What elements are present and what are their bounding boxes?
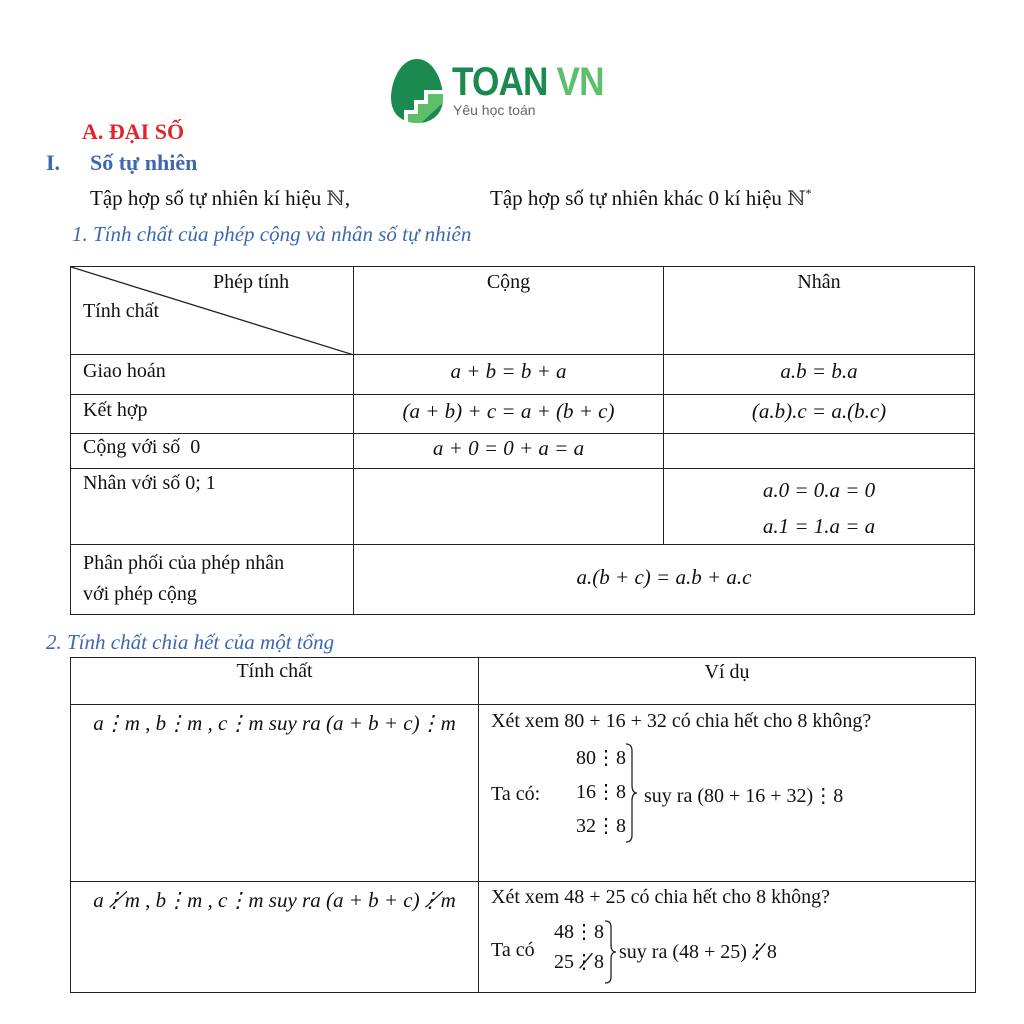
subsection-1-title: 1. Tính chất của phép cộng và nhân số tự nhiên — [72, 222, 472, 246]
example-items: 80⋮8 16⋮8 32⋮8 — [576, 747, 626, 837]
properties-table — [70, 266, 975, 615]
header-example: Ví dụ — [478, 657, 976, 704]
divisibility-property: a⋮m , b⋮m , c⋮m suy ra (a + b + c)⋮m — [70, 704, 478, 881]
table-row-property: Giao hoán — [70, 354, 353, 394]
example-items: 48⋮8 25⋮̸8 — [554, 921, 604, 973]
egg-stairs-logo-icon — [390, 58, 444, 124]
table-row-property: Nhân với số 0; 1 — [70, 468, 353, 544]
divisibility-table — [70, 657, 976, 993]
example-question: Xét xem 80 + 16 + 32 có chia hết cho 8 không? — [491, 710, 872, 732]
example-question: Xét xem 48 + 25 có chia hết cho 8 không? — [491, 886, 830, 908]
section-i-title: Số tự nhiên — [90, 150, 198, 175]
subsection-2-title: 2. Tính chất chia hết của một tổng — [46, 630, 335, 654]
set-n-statement: Tập hợp số tự nhiên kí hiệu ℕ, — [90, 186, 351, 210]
toanvn-logo — [390, 58, 604, 124]
add-formula: (a + b) + c = a + (b + c) — [353, 394, 663, 433]
logo-title: TOAN VN — [452, 60, 604, 104]
header-property: Tính chất — [70, 657, 478, 704]
set-n-star-statement: Tập hợp số tự nhiên khác 0 kí hiệu ℕ* — [490, 186, 812, 210]
divisibility-example — [478, 704, 976, 881]
naturals-symbol: ℕ — [326, 186, 345, 210]
example-prefix: Ta có: — [491, 783, 541, 805]
add-formula-empty — [353, 468, 663, 544]
table-row-property: Cộng với số 0 — [70, 433, 353, 468]
logo-tagline: Yêu học toán — [453, 102, 536, 118]
header-property-label: Tính chất — [83, 300, 160, 322]
right-brace-icon — [603, 920, 617, 984]
header-operation-label: Phép tính — [213, 271, 290, 293]
distributive-formula: a.(b + c) = a.b + a.c — [353, 544, 975, 615]
add-formula: a + b = b + a — [353, 354, 663, 394]
divisibility-example — [478, 881, 976, 993]
naturals-star-symbol: ℕ — [787, 186, 806, 210]
mul-formula: (a.b).c = a.(b.c) — [663, 394, 975, 433]
example-conclusion: suy ra (48 + 25)⋮̸8 — [619, 941, 777, 963]
table-row-property: Kết hợp — [70, 394, 353, 433]
section-i-number: I. — [46, 150, 61, 175]
mul-formula: a.0 = 0.a = 0 a.1 = 1.a = a — [663, 468, 975, 544]
diagonal-header-cell — [70, 266, 353, 354]
header-mul: Nhân — [663, 266, 975, 354]
header-add: Cộng — [353, 266, 663, 354]
mul-formula-empty — [663, 433, 975, 468]
add-formula: a + 0 = 0 + a = a — [353, 433, 663, 468]
mul-formula: a.b = b.a — [663, 354, 975, 394]
right-brace-icon — [624, 743, 638, 843]
divisibility-property: a⋮̸m , b⋮m , c⋮m suy ra (a + b + c)⋮̸m — [70, 881, 478, 993]
table-row-property: Phân phối của phép nhân với phép cộng — [70, 544, 353, 615]
example-conclusion: suy ra (80 + 16 + 32)⋮8 — [644, 785, 844, 807]
example-prefix: Ta có — [491, 939, 535, 961]
section-a-heading: A. ĐẠI SỐ — [82, 119, 185, 144]
